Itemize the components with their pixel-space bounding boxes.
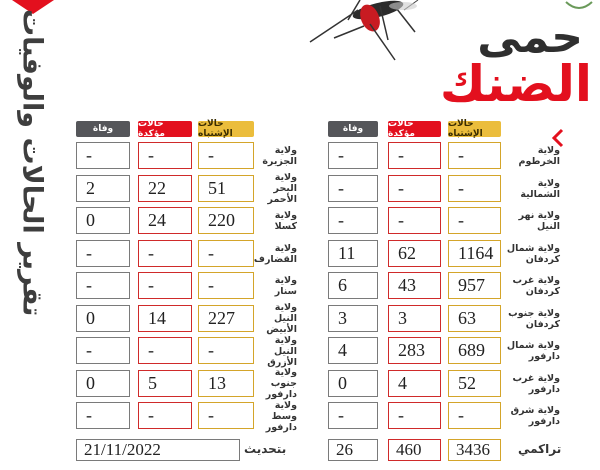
right-cell-confirmed: - xyxy=(388,207,441,234)
right-cell-suspected: 1164 xyxy=(448,240,501,267)
left-cell-confirmed: - xyxy=(138,272,192,299)
right-state-label: ولاية شمال كردفان xyxy=(506,242,560,265)
right-state-label: ولاية جنوب كردفان xyxy=(508,307,560,330)
left-state-label: ولاية البحر الأحمر xyxy=(267,172,297,205)
left-cell-suspected: 13 xyxy=(198,370,254,397)
left-cell-deaths: - xyxy=(76,240,130,267)
right-cell-confirmed: 3 xyxy=(388,305,441,332)
right-cell-suspected: - xyxy=(448,402,501,429)
right-cell-suspected: 957 xyxy=(448,272,501,299)
right-cell-deaths: - xyxy=(328,142,378,169)
left-cell-confirmed: 24 xyxy=(138,207,192,234)
title-line-1: حمى xyxy=(477,12,583,63)
right-cell-suspected: 63 xyxy=(448,305,501,332)
right-cell-confirmed: - xyxy=(388,402,441,429)
left-header-suspected: حالات الإشتباه xyxy=(198,121,254,137)
total-deaths: 26 xyxy=(328,439,378,461)
left-cell-deaths: 0 xyxy=(76,370,130,397)
left-state-label: ولاية كسلا xyxy=(274,210,297,232)
left-cell-suspected: - xyxy=(198,402,254,429)
left-state-label: ولاية الجزيرة xyxy=(262,145,297,167)
right-cell-confirmed: - xyxy=(388,142,441,169)
right-cell-suspected: - xyxy=(448,175,501,202)
right-cell-deaths: - xyxy=(328,207,378,234)
left-cell-deaths: - xyxy=(76,142,130,169)
left-cell-confirmed: - xyxy=(138,142,192,169)
left-cell-suspected: - xyxy=(198,337,254,364)
left-cell-confirmed: 5 xyxy=(138,370,192,397)
left-cell-deaths: 0 xyxy=(76,305,130,332)
right-cell-deaths: 0 xyxy=(328,370,378,397)
right-cell-suspected: - xyxy=(448,142,501,169)
right-cell-confirmed: 62 xyxy=(388,240,441,267)
right-header-suspected: حالات الإشتباه xyxy=(448,121,501,137)
left-cell-deaths: - xyxy=(76,272,130,299)
right-cell-deaths: - xyxy=(328,402,378,429)
left-cell-suspected: - xyxy=(198,272,254,299)
right-cell-confirmed: 283 xyxy=(388,337,441,364)
left-cell-suspected: - xyxy=(198,142,254,169)
right-state-label: ولاية نهر النيل xyxy=(518,210,560,232)
right-cell-confirmed: 43 xyxy=(388,272,441,299)
right-cell-suspected: - xyxy=(448,207,501,234)
right-cell-deaths: 11 xyxy=(328,240,378,267)
right-state-label: ولاية شرق دارفور xyxy=(510,405,560,427)
left-cell-suspected: - xyxy=(198,240,254,267)
right-cell-confirmed: - xyxy=(388,175,441,202)
right-header-confirmed: حالات مؤكدة xyxy=(388,121,441,137)
title-line-2: الضنك xyxy=(439,55,592,113)
left-cell-suspected: 227 xyxy=(198,305,254,332)
side-title-text: تقرير الحالات والوفيات xyxy=(16,8,48,317)
left-cell-suspected: 220 xyxy=(198,207,254,234)
left-state-label: ولاية النيل الأبيض xyxy=(266,302,297,335)
right-cell-deaths: 6 xyxy=(328,272,378,299)
left-cell-confirmed: 22 xyxy=(138,175,192,202)
left-header-confirmed: حالات مؤكدة xyxy=(138,121,192,137)
left-cell-deaths: 0 xyxy=(76,207,130,234)
right-cell-confirmed: 4 xyxy=(388,370,441,397)
side-title xyxy=(6,10,58,315)
left-cell-deaths: - xyxy=(76,402,130,429)
total-suspected: 3436 xyxy=(448,439,501,461)
right-cell-suspected: 52 xyxy=(448,370,501,397)
left-cell-deaths: 2 xyxy=(76,175,130,202)
ministry-logo-icon xyxy=(564,0,594,12)
left-cell-confirmed: - xyxy=(138,402,192,429)
right-state-label: ولاية غرب دارفور xyxy=(512,372,560,395)
right-cell-suspected: 689 xyxy=(448,337,501,364)
left-state-label: ولاية سنار xyxy=(274,275,297,297)
right-state-label: ولاية الخرطوم xyxy=(518,145,560,167)
left-state-label: ولاية النيل الأزرق xyxy=(267,334,297,368)
left-cell-suspected: 51 xyxy=(198,175,254,202)
left-cell-confirmed: - xyxy=(138,337,192,364)
right-header-deaths: وفاة xyxy=(328,121,378,137)
left-cell-deaths: - xyxy=(76,337,130,364)
totals-label: تراكمي xyxy=(518,442,562,456)
left-cell-confirmed: - xyxy=(138,240,192,267)
left-cell-confirmed: 14 xyxy=(138,305,192,332)
update-label: بتحديث xyxy=(244,442,287,456)
left-state-label: ولاية القضارف xyxy=(253,242,297,265)
right-cell-deaths: 4 xyxy=(328,337,378,364)
left-state-label: ولاية جنوب دارفور xyxy=(265,367,297,400)
right-cell-deaths: 3 xyxy=(328,305,378,332)
right-state-label: ولاية الشمالية xyxy=(520,177,560,200)
left-state-label: ولاية وسط دارفور xyxy=(265,399,297,433)
update-date: 21/11/2022 xyxy=(76,439,240,461)
right-cell-deaths: - xyxy=(328,175,378,202)
right-state-label: ولاية شمال دارفور xyxy=(506,340,560,362)
total-confirmed: 460 xyxy=(388,439,441,461)
right-state-label: ولاية غرب كردفان xyxy=(512,275,560,297)
left-header-deaths: وفاة xyxy=(76,121,130,137)
